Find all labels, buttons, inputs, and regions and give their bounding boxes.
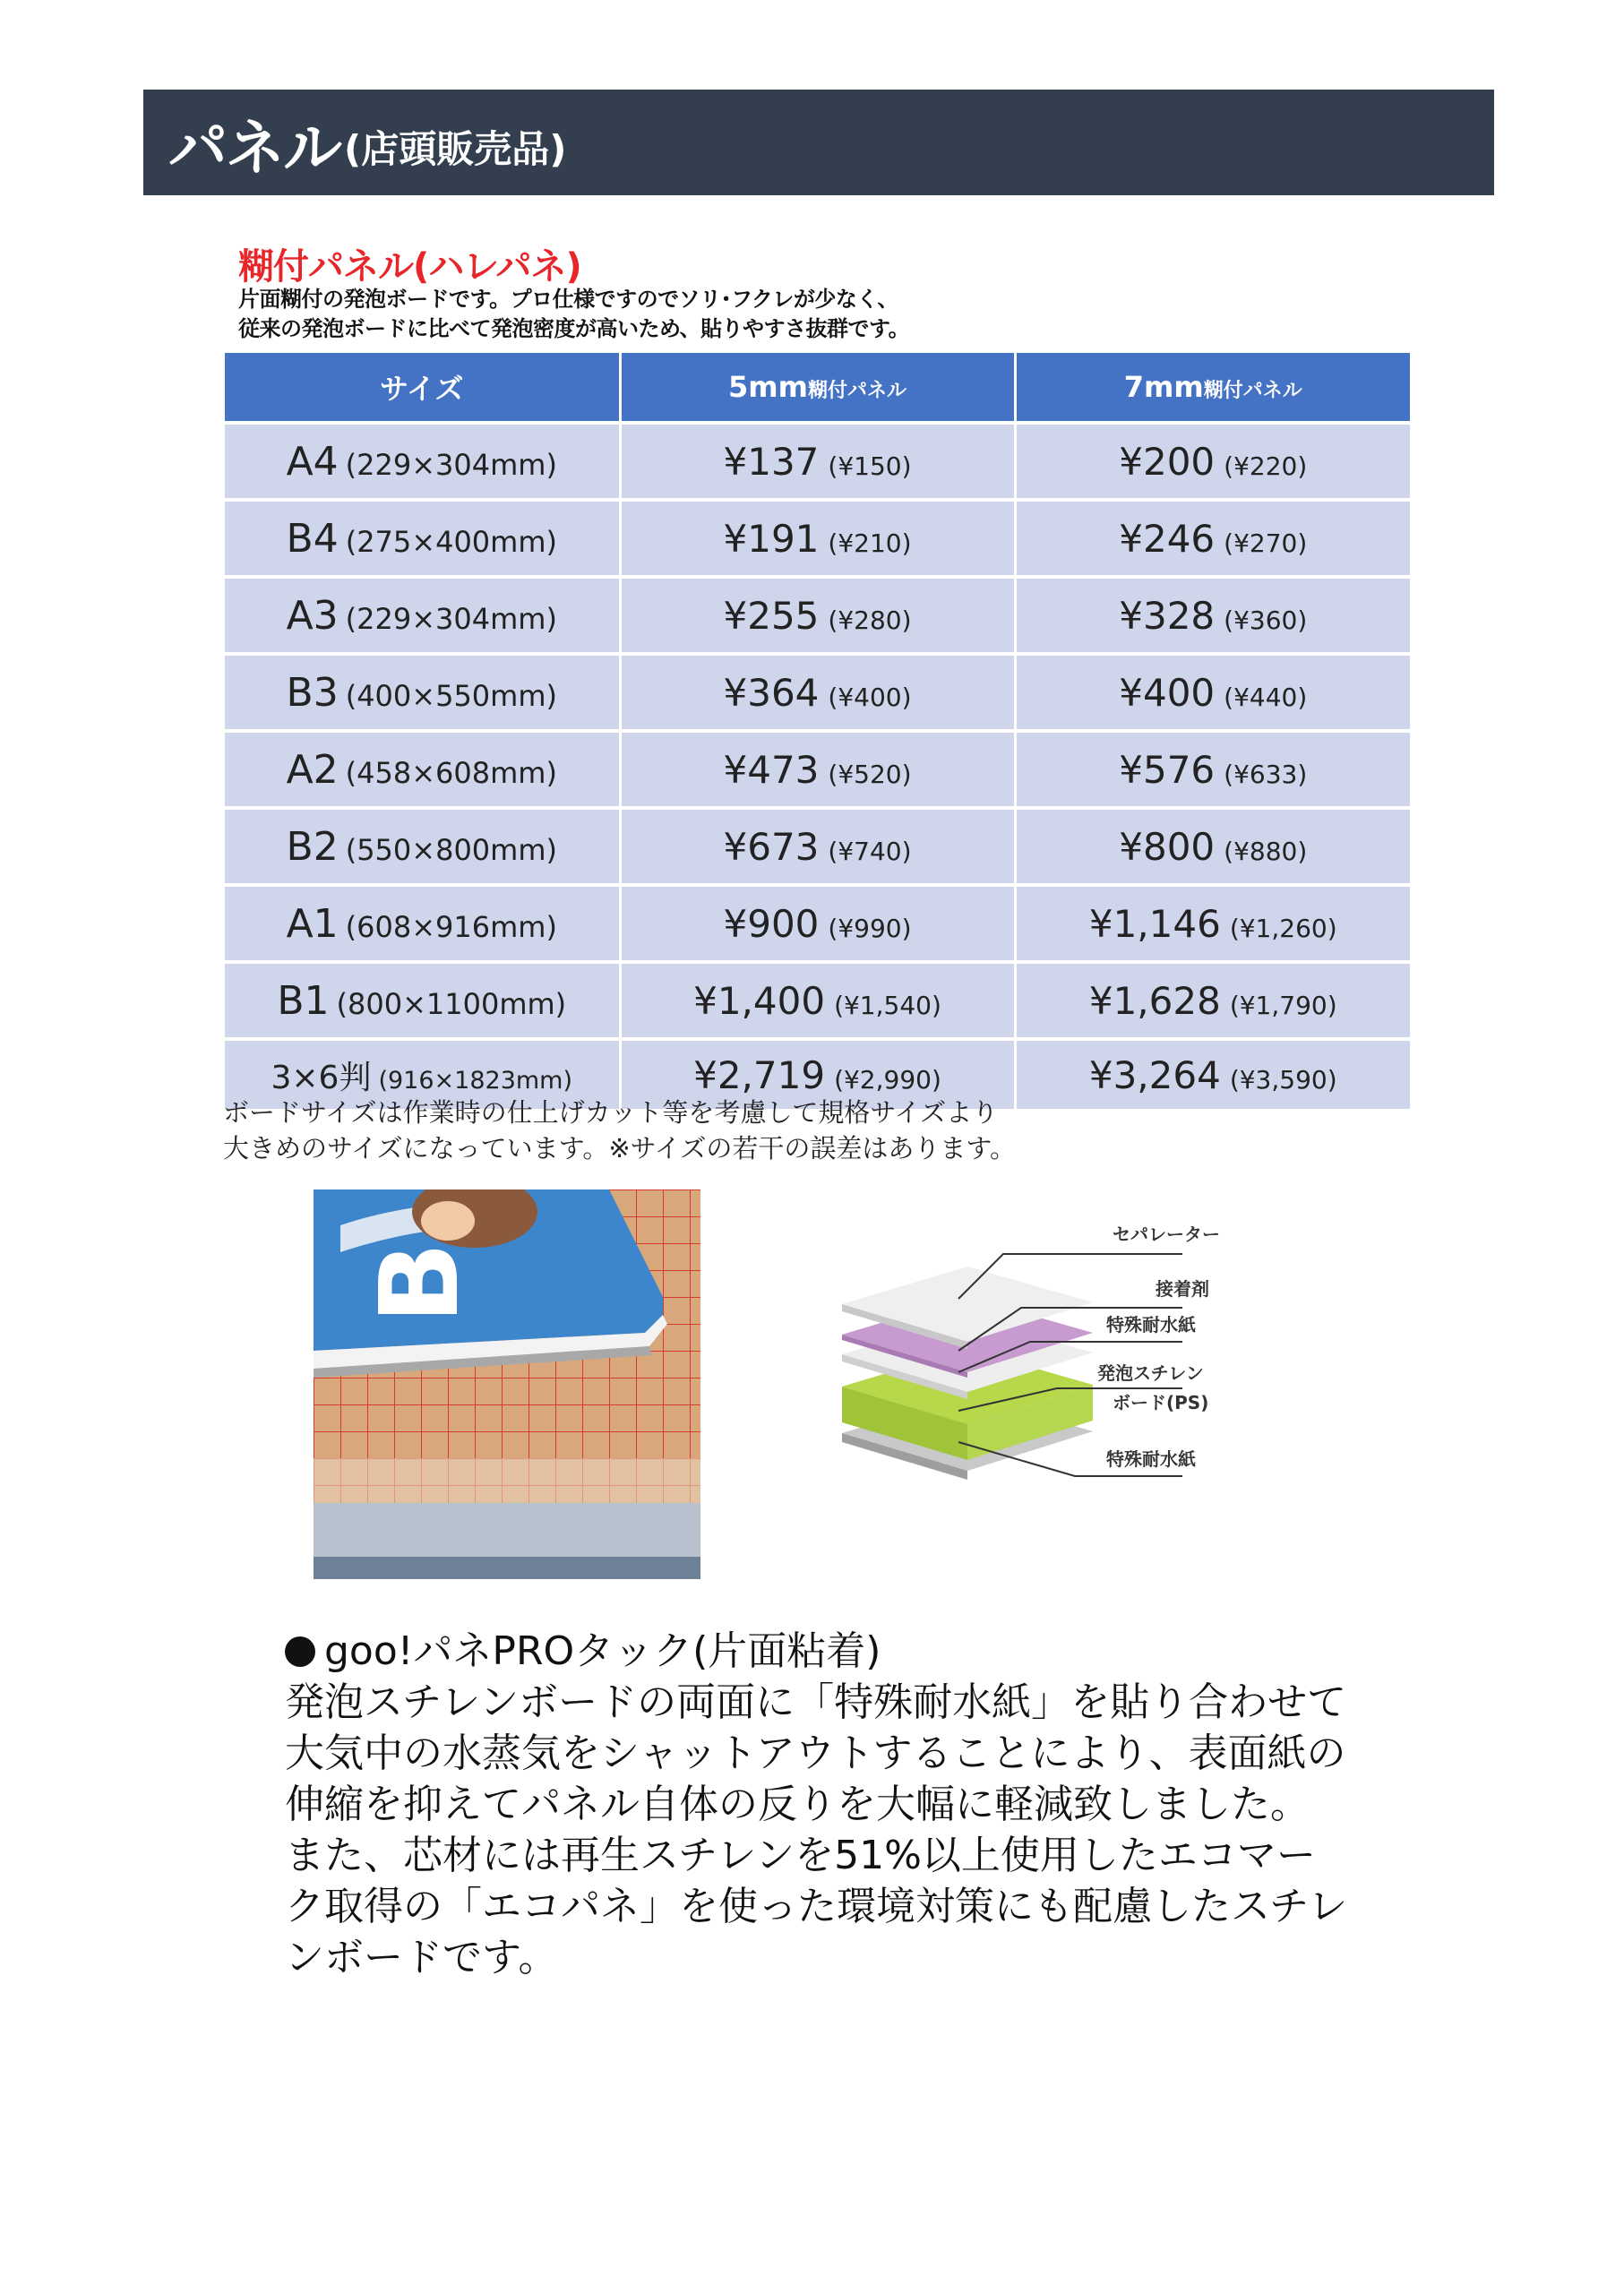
feature-heading: goo!パネPROタック(片面粘着)	[324, 1628, 881, 1674]
price-7mm-tax: (¥1,260)	[1229, 913, 1337, 943]
layer-diagram	[824, 1191, 1254, 1487]
price-7mm-cell	[1015, 962, 1410, 1039]
size-note	[223, 1095, 1016, 1166]
page-header	[143, 90, 1494, 195]
price-5mm: ¥1,400	[693, 978, 826, 1023]
size-cell	[225, 654, 620, 731]
price-table	[225, 353, 1410, 1112]
note-line: ボードサイズは作業時の仕上げカット等を考慮して規格サイズより	[223, 1097, 999, 1128]
price-7mm: ¥400	[1119, 670, 1216, 715]
price-5mm-cell	[620, 731, 1015, 808]
size-dimensions: (229×304mm)	[345, 601, 557, 636]
size-code: B4	[286, 515, 339, 562]
size-cell	[225, 423, 620, 500]
price-5mm-cell	[620, 500, 1015, 577]
table-row	[225, 731, 1410, 808]
size-code: A4	[286, 438, 339, 485]
price-7mm-cell	[1015, 654, 1410, 731]
diagram-label: ボード(PS)	[1113, 1392, 1209, 1413]
price-7mm-tax: (¥1,790)	[1229, 990, 1337, 1020]
feature-line: ンボードです。	[285, 1935, 558, 1980]
price-5mm-cell	[620, 423, 1015, 500]
feature-line: ク取得の「エコパネ」を使った環境対策にも配慮したスチレ	[285, 1884, 1348, 1929]
size-dimensions: (400×550mm)	[345, 678, 557, 713]
feature-line: 発泡スチレンボードの両面に「特殊耐水紙」を貼り合わせて	[285, 1679, 1347, 1725]
price-7mm: ¥200	[1119, 439, 1216, 484]
price-5mm-tax: (¥400)	[828, 682, 912, 712]
price-7mm: ¥800	[1119, 824, 1216, 869]
price-7mm: ¥246	[1119, 516, 1216, 561]
price-5mm: ¥137	[723, 439, 820, 484]
note-line: 大きめのサイズになっています。※サイズの若干の誤差はあります。	[223, 1133, 1017, 1164]
price-7mm-tax: (¥360)	[1224, 605, 1308, 635]
size-cell	[225, 885, 620, 962]
size-code: B1	[277, 977, 330, 1024]
price-7mm: ¥328	[1119, 593, 1216, 638]
diagram-label: セパレーター	[1113, 1224, 1220, 1245]
size-code: 3×6判	[271, 1059, 372, 1096]
price-7mm: ¥1,146	[1088, 901, 1221, 946]
table-row	[225, 962, 1410, 1039]
size-dimensions: (550×800mm)	[345, 832, 557, 867]
header-7mm-main: 7mm	[1123, 370, 1204, 404]
price-7mm-cell	[1015, 808, 1410, 885]
diagram-label: 発泡スチレン	[1097, 1362, 1204, 1384]
size-dimensions: (916×1823mm)	[378, 1066, 573, 1095]
price-7mm-tax: (¥633)	[1224, 759, 1308, 789]
size-cell	[225, 731, 620, 808]
size-code: A1	[286, 900, 339, 947]
price-5mm-tax: (¥210)	[828, 528, 912, 558]
price-5mm-cell	[620, 654, 1015, 731]
price-7mm-cell	[1015, 885, 1410, 962]
bullet-icon	[285, 1636, 315, 1667]
product-desc-line: 片面糊付の発泡ボードです。プロ仕様ですのでソリ･フクレが少なく、	[238, 287, 898, 312]
page-title: パネル	[168, 113, 340, 183]
panel-photo-illustration	[314, 1189, 700, 1579]
price-7mm: ¥576	[1119, 747, 1216, 792]
price-5mm: ¥2,719	[693, 1052, 826, 1097]
price-5mm: ¥191	[723, 516, 820, 561]
product-description	[238, 285, 909, 344]
feature-line: 大気中の水蒸気をシャットアウトすることにより、表面紙の	[285, 1730, 1346, 1776]
price-7mm: ¥1,628	[1088, 978, 1221, 1023]
price-5mm-tax: (¥2,990)	[834, 1064, 941, 1095]
diagram-label: 接着剤	[1156, 1278, 1209, 1300]
price-5mm-cell	[620, 577, 1015, 654]
price-5mm: ¥364	[723, 670, 820, 715]
diagram-label: 特殊耐水紙	[1106, 1314, 1196, 1335]
price-7mm-tax: (¥270)	[1224, 528, 1308, 558]
size-code: A3	[286, 592, 339, 639]
size-dimensions: (229×304mm)	[345, 447, 557, 482]
size-code: B3	[286, 669, 339, 716]
product-desc-line: 従来の発泡ボードに比べて発泡密度が高いため、貼りやすさ抜群です。	[238, 316, 910, 341]
price-7mm-cell	[1015, 577, 1410, 654]
price-7mm-cell	[1015, 500, 1410, 577]
feature-section	[285, 1626, 1347, 1983]
feature-line: 伸縮を抑えてパネル自体の反りを大幅に軽減致しました。	[285, 1782, 1310, 1827]
price-5mm-tax: (¥1,540)	[834, 990, 941, 1020]
table-row	[225, 500, 1410, 577]
price-7mm-tax: (¥3,590)	[1229, 1064, 1337, 1095]
price-5mm-tax: (¥520)	[828, 759, 912, 789]
layer-diagram-svg	[824, 1191, 1254, 1487]
price-5mm: ¥900	[723, 901, 820, 946]
size-dimensions: (608×916mm)	[345, 909, 557, 944]
page-subtitle: (店頭販売品)	[344, 127, 567, 171]
price-7mm-cell	[1015, 423, 1410, 500]
product-title: 糊付パネル(ハレパネ)	[238, 246, 581, 288]
table-header-row	[225, 353, 1410, 423]
header-7mm	[1015, 353, 1410, 423]
price-5mm-tax: (¥990)	[828, 913, 912, 943]
table-row	[225, 423, 1410, 500]
price-5mm-tax: (¥280)	[828, 605, 912, 635]
header-7mm-sub: 糊付パネル	[1203, 380, 1302, 402]
price-7mm-tax: (¥220)	[1224, 451, 1308, 481]
price-7mm-tax: (¥440)	[1224, 682, 1308, 712]
price-5mm-cell	[620, 962, 1015, 1039]
size-cell	[225, 577, 620, 654]
product-photo	[314, 1189, 700, 1579]
svg-text:B: B	[358, 1241, 483, 1324]
header-5mm-main: 5mm	[728, 370, 808, 404]
feature-line: また、芯材には再生スチレンを51%以上使用したエコマー	[285, 1833, 1316, 1878]
price-7mm-cell	[1015, 731, 1410, 808]
size-code: A2	[286, 746, 339, 793]
price-5mm-tax: (¥150)	[828, 451, 912, 481]
table-row	[225, 885, 1410, 962]
size-cell	[225, 808, 620, 885]
size-dimensions: (275×400mm)	[345, 524, 557, 559]
header-5mm-sub: 糊付パネル	[807, 380, 907, 402]
price-7mm: ¥3,264	[1088, 1052, 1221, 1097]
table-row	[225, 808, 1410, 885]
table-row	[225, 654, 1410, 731]
price-5mm: ¥255	[723, 593, 820, 638]
table-row	[225, 577, 1410, 654]
size-code: B2	[286, 823, 339, 870]
price-5mm-tax: (¥740)	[828, 836, 912, 866]
price-5mm: ¥473	[723, 747, 820, 792]
price-5mm-cell	[620, 885, 1015, 962]
size-cell	[225, 962, 620, 1039]
price-5mm: ¥673	[723, 824, 820, 869]
diagram-label: 特殊耐水紙	[1106, 1448, 1196, 1470]
feature-heading-row	[285, 1626, 1347, 1677]
header-5mm	[620, 353, 1015, 423]
size-dimensions: (458×608mm)	[345, 755, 557, 790]
price-7mm-cell	[1015, 1039, 1410, 1111]
size-cell	[225, 500, 620, 577]
header-size: サイズ	[225, 353, 620, 423]
price-5mm-cell	[620, 808, 1015, 885]
price-7mm-tax: (¥880)	[1224, 836, 1308, 866]
size-dimensions: (800×1100mm)	[336, 986, 567, 1021]
